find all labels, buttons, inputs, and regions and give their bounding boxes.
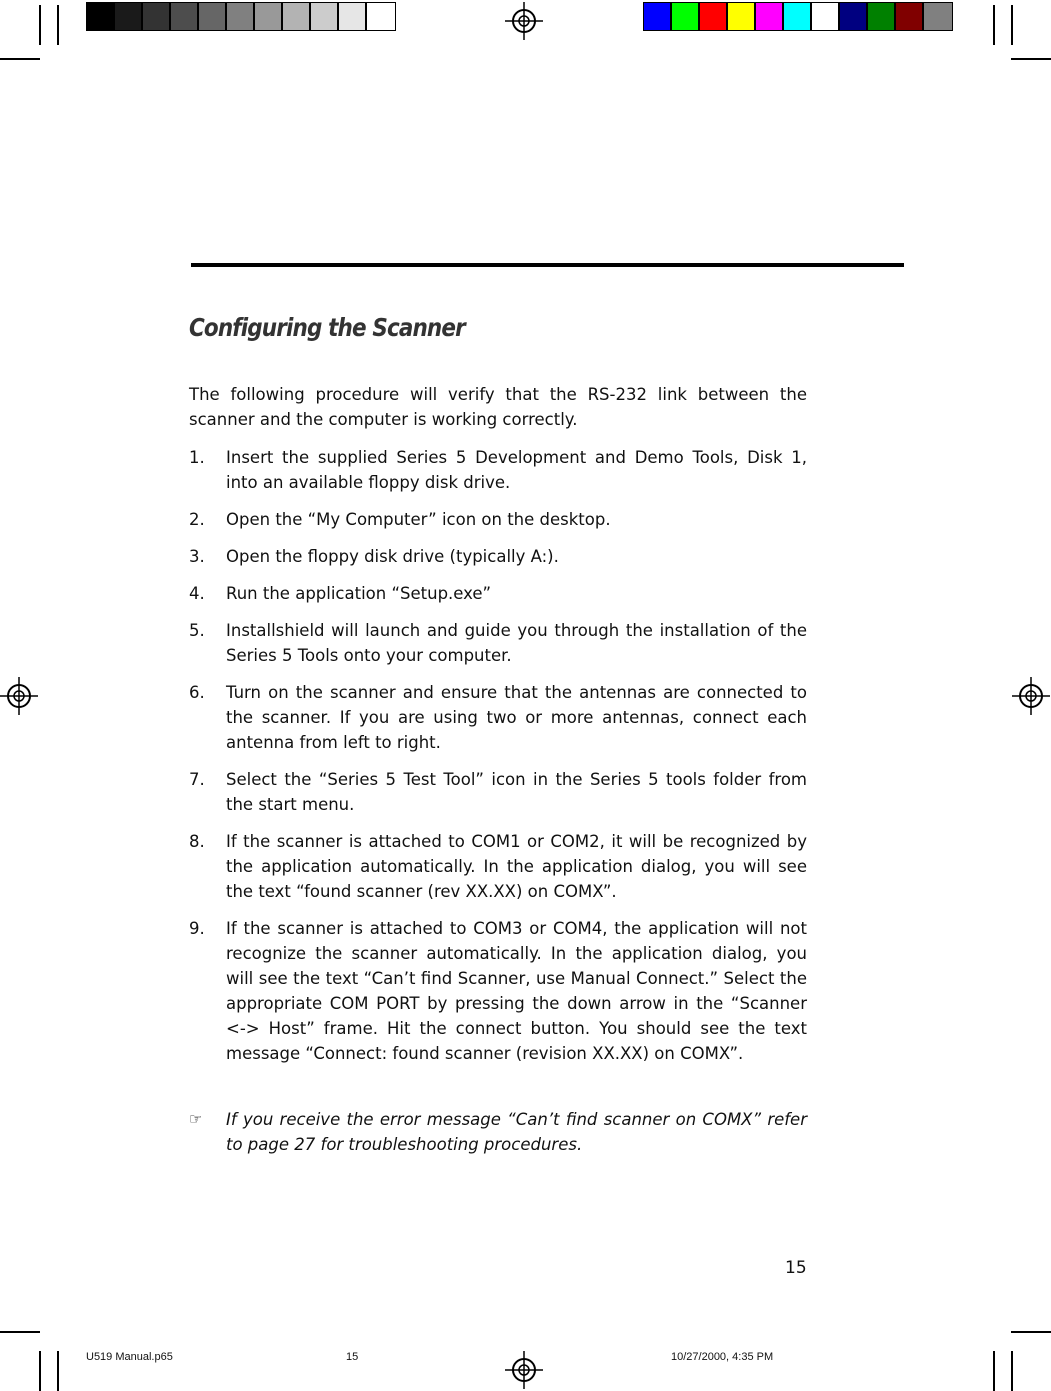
- color-swatch: [812, 3, 840, 30]
- registration-mark-icon: [505, 1351, 543, 1389]
- color-swatch: [672, 3, 700, 30]
- color-swatch: [840, 3, 868, 30]
- step-number: 8.: [189, 832, 205, 851]
- procedure-step: [189, 618, 807, 668]
- color-swatch: [283, 3, 311, 30]
- crop-mark: [39, 5, 41, 45]
- procedure-step: [189, 507, 807, 532]
- intro-paragraph: The following procedure will verify that the RS-232 link between the scanner and the computer is working correctly.: [189, 385, 807, 429]
- color-swatch: [784, 3, 812, 30]
- color-swatch: [227, 3, 255, 30]
- color-calibration-bar: [643, 2, 953, 31]
- step-number: 6.: [189, 683, 205, 702]
- color-swatch: [644, 3, 672, 30]
- step-number: 7.: [189, 770, 205, 789]
- registration-mark-icon: [1012, 677, 1050, 715]
- color-swatch: [728, 3, 756, 30]
- registration-mark-icon: [0, 677, 38, 715]
- color-swatch: [171, 3, 199, 30]
- slug-page: 15: [346, 1351, 359, 1363]
- crop-mark: [57, 5, 59, 45]
- crop-mark: [1011, 5, 1013, 45]
- step-number: 3.: [189, 547, 205, 566]
- note-text: If you receive the error message “Can’t find scanner on COMX” refer to page 27 for troubleshooting procedures.: [226, 1110, 807, 1154]
- crop-mark: [993, 1351, 995, 1391]
- color-swatch: [756, 3, 784, 30]
- color-swatch: [87, 3, 115, 30]
- color-swatch: [143, 3, 171, 30]
- color-swatch: [255, 3, 283, 30]
- step-number: 4.: [189, 584, 205, 603]
- step-text: Installshield will launch and guide you through the installation of the Series 5 Tools onto your computer.: [226, 621, 807, 665]
- header-rule: [191, 263, 904, 267]
- crop-mark: [993, 5, 995, 45]
- color-swatch: [700, 3, 728, 30]
- color-swatch: [115, 3, 143, 30]
- step-text: Insert the supplied Series 5 Development and Demo Tools, Disk 1, into an available floppy disk drive.: [226, 448, 807, 492]
- page-number: 15: [785, 1258, 807, 1278]
- procedure-step: [189, 829, 807, 904]
- crop-mark: [1011, 1331, 1051, 1333]
- step-text: If the scanner is attached to COM1 or COM2, it will be recognized by the application automatically. In the application dialog, you will see the text “found scanner (rev XX.XX) on COMX”.: [226, 832, 807, 901]
- step-number: 9.: [189, 919, 205, 938]
- procedure-step: [189, 445, 807, 495]
- procedure-steps-list: [189, 445, 807, 1078]
- color-swatch: [896, 3, 924, 30]
- slug-filename: U519 Manual.p65: [86, 1351, 173, 1363]
- section-title: Configuring the Scanner: [189, 313, 465, 342]
- step-text: Open the “My Computer” icon on the desktop.: [226, 510, 611, 529]
- step-number: 1.: [189, 448, 205, 467]
- step-text: Run the application “Setup.exe”: [226, 584, 492, 603]
- crop-mark: [0, 1331, 40, 1333]
- pointing-hand-icon: ☞: [189, 1110, 203, 1128]
- procedure-step: [189, 544, 807, 569]
- crop-mark: [1011, 1351, 1013, 1391]
- color-swatch: [924, 3, 952, 30]
- crop-mark: [1011, 58, 1051, 60]
- color-swatch: [339, 3, 367, 30]
- step-text: Turn on the scanner and ensure that the antennas are connected to the scanner. If you are using two or more antennas, connect each antenna from left to right.: [226, 683, 807, 752]
- registration-mark-icon: [505, 2, 543, 40]
- color-swatch: [311, 3, 339, 30]
- grayscale-calibration-bar: [86, 2, 396, 31]
- step-number: 5.: [189, 621, 205, 640]
- step-text: Select the “Series 5 Test Tool” icon in the Series 5 tools folder from the start menu.: [226, 770, 807, 814]
- color-swatch: [367, 3, 395, 30]
- crop-mark: [57, 1351, 59, 1391]
- procedure-step: [189, 767, 807, 817]
- step-text: Open the floppy disk drive (typically A:).: [226, 547, 559, 566]
- procedure-step: [189, 581, 807, 606]
- note-block: [189, 1107, 807, 1157]
- crop-mark: [0, 58, 40, 60]
- procedure-step: [189, 680, 807, 755]
- step-number: 2.: [189, 510, 205, 529]
- step-text: If the scanner is attached to COM3 or COM4, the application will not recognize the scanner automatically. In the application dialog, you will see the text “Can’t find Scanner, use Manual Connect.” Select the appropriate COM PORT by pressing the down arrow in the “Scanner <-> Host” frame. Hit the connect button. You should see the text message “Connect: found scanner (revision XX.XX) on COMX”.: [226, 919, 807, 1063]
- color-swatch: [868, 3, 896, 30]
- procedure-step: [189, 916, 807, 1066]
- slug-timestamp: 10/27/2000, 4:35 PM: [671, 1351, 774, 1363]
- crop-mark: [39, 1351, 41, 1391]
- color-swatch: [199, 3, 227, 30]
